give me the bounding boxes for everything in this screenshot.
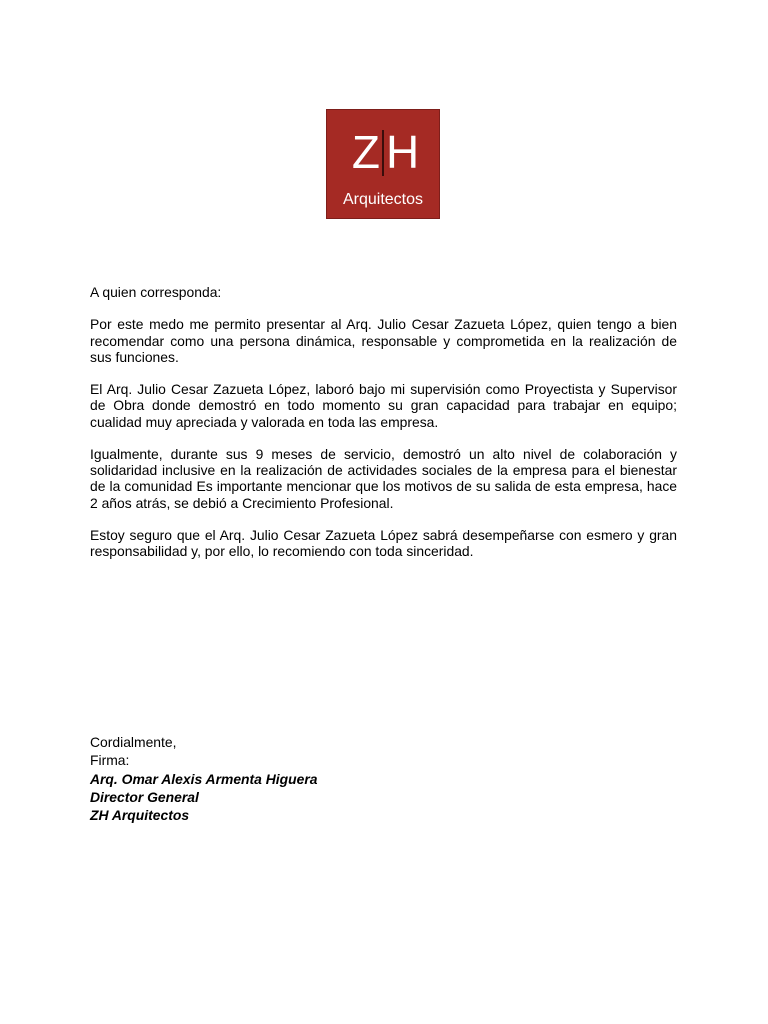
paragraph-introduction: Por este medo me permito presentar al Arq. Julio Cesar Zazueta López, quien tengo a bien recomendar como una persona dinámica, responsable y comprometida en la realización de sus funciones. bbox=[90, 316, 677, 365]
company-logo bbox=[327, 110, 439, 218]
signer-company: ZH Arquitectos bbox=[90, 807, 190, 824]
salutation: A quien corresponda: bbox=[90, 284, 222, 300]
paragraph-service: Igualmente, durante sus 9 meses de servicio, demostró un alto nivel de colaboración y solidaridad inclusive en la realización de actividades sociales de la empresa para el bienestar de la comunidad Es importante mencionar que los motivos de su salida de esta empresa, hace 2 años atrás, se debió a Crecimiento Profesional. bbox=[90, 445, 677, 511]
signer-name: Arq. Omar Alexis Armenta Higuera bbox=[90, 770, 318, 787]
letter-body bbox=[90, 284, 677, 576]
logo-letter-z: Z bbox=[351, 126, 380, 178]
signer-title: Director General bbox=[90, 788, 199, 805]
paragraph-recommendation: Estoy seguro que el Arq. Julio Cesar Zazueta López sabrá desempeñarse con esmero y gran responsabilidad y, por ello, lo recomiendo con toda sinceridad. bbox=[90, 526, 677, 560]
paragraph-experience: El Arq. Julio Cesar Zazueta López, laboró bajo mi supervisión como Proyectista y Supervisor de Obra donde demostró en todo momento su gran capacidad para trabajar en equipo; cualidad muy apreciada y valorada en toda las empresa. bbox=[90, 381, 677, 430]
letter-closing bbox=[90, 733, 490, 824]
signature-label: Firma: bbox=[90, 752, 130, 769]
logo-divider bbox=[382, 130, 384, 176]
logo-subtitle: Arquitectos bbox=[342, 191, 424, 208]
logo-letter-h: H bbox=[386, 126, 420, 178]
farewell: Cordialmente, bbox=[90, 734, 177, 750]
logo-monogram bbox=[327, 128, 439, 176]
